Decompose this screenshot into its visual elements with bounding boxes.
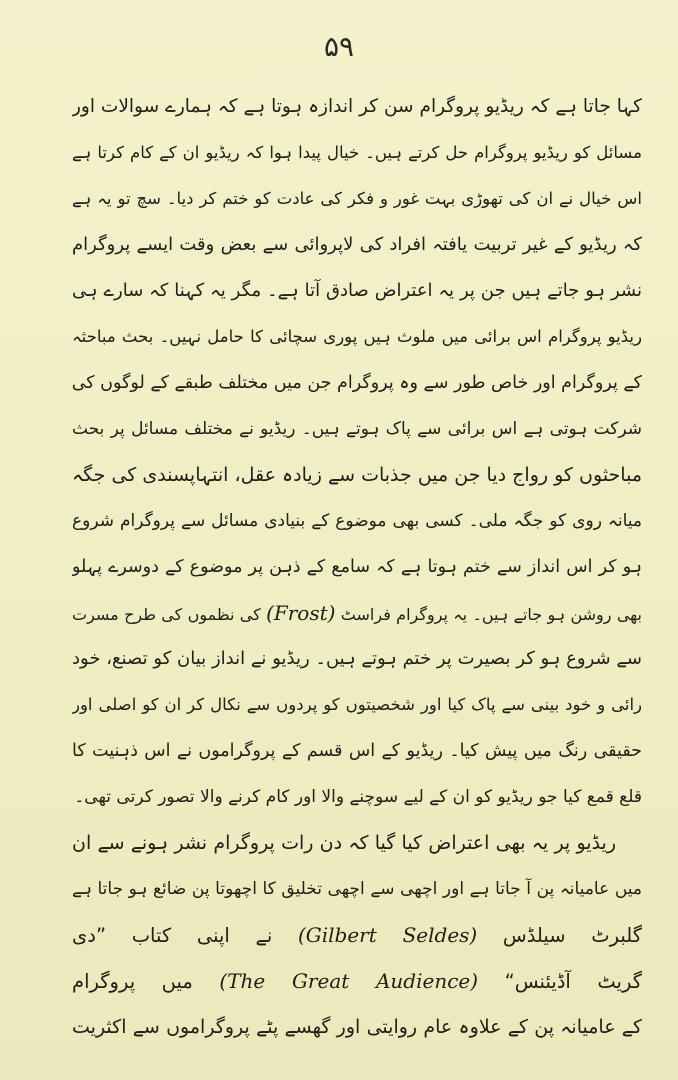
text-line: ہو کر اس انداز سے ختم ہوتا ہے کہ سامع کے ذہن پر موضوع کے دوسرے پہلو <box>72 557 642 577</box>
text-line: میں عامیانہ پن آ جاتا ہے اور اچھی سے اچھی تخلیق کا اچھوتا پن ضائع ہو جاتا ہے <box>72 879 642 899</box>
text-line: کہا جاتا ہے کہ ریڈیو پروگرام سن کر اندازہ ہوتا ہے کہ ہمارے سوالات اور <box>72 96 642 117</box>
text-line: اس خیال نے ان کی تھوڑی بہت غور و فکر کی عادت کو ختم کر دیا۔ سچ تو یہ ہے <box>72 189 642 208</box>
text-line: ریڈیو پر یہ بھی اعتراض کیا گیا کہ دن رات پروگرام نشر ہونے سے ان <box>72 832 616 854</box>
text-line: رائی و خود بینی سے پاک کیا اور شخصیتوں کو پردوں سے نکال کر ان کو اصلی اور <box>72 695 642 714</box>
text-line: کے پروگرام اور خاص طور سے وہ پروگرام جن میں مختلف طبقے کے لوگوں کی <box>72 373 642 393</box>
text-line: نشر ہو جاتے ہیں جن پر یہ اعتراض صادق آتا ہے۔ مگر یہ کہنا کہ سارے ہی <box>72 280 642 301</box>
text-line: مسائل کو ریڈیو پروگرام حل کرتے ہیں۔ خیال پیدا ہوا کہ ریڈیو ان کے کام کرتا ہے <box>72 143 642 162</box>
latin-name: (The Great Audience) <box>219 969 479 993</box>
text-line: مباحثوں کو رواج دیا جن میں جذبات سے زیادہ عقل، انتہاپسندی کی جگہ <box>72 464 642 486</box>
urdu-text: گلبرٹ سیلڈس <box>502 924 642 947</box>
text-line: شرکت ہوتی ہے اس برائی سے پاک ہوتے ہیں۔ ریڈیو نے مختلف مسائل پر بحث <box>72 419 642 439</box>
text-line: میانہ روی کو جگہ ملی۔ کسی بھی موضوع کے بنیادی مسائل سے پروگرام شروع <box>72 511 642 531</box>
latin-name: (Gilbert Seldes) <box>297 923 478 947</box>
text-line <box>72 912 642 958</box>
urdu-text: نے اپنی کتاب ”دی <box>72 924 273 947</box>
text-line: سے شروع ہو کر بصیرت پر ختم ہوتے ہیں۔ ریڈیو نے انداز بیان کو تصنع، خود <box>72 648 642 669</box>
text-line: حقیقی رنگ میں پیش کیا۔ ریڈیو کے اس قسم کے پروگراموں نے اس ذہنیت کا <box>72 741 642 761</box>
text-line <box>72 590 642 636</box>
text-line <box>72 958 642 1004</box>
body-text <box>72 84 642 1050</box>
latin-name: (Frost) <box>266 601 336 625</box>
urdu-text: کی نظموں کی طرح مسرت <box>72 605 261 624</box>
text-line: کہ ریڈیو کے غیر تربیت یافتہ افراد کی لاپروائی سے بعض وقت ایسے پروگرام <box>72 234 642 255</box>
text-line: قلع قمع کیا جو ریڈیو کو ان کے لیے سوچنے والا اور کام کرنے والا تصور کرتی تھی۔ <box>74 787 642 807</box>
page-number: ۵۹ <box>323 30 355 63</box>
urdu-text: میں پروگرام <box>72 970 193 993</box>
text-line: کے عامیانہ پن کے علاوہ عام روایتی اور گھسے پٹے پروگراموں سے اکثریت <box>72 1016 642 1038</box>
urdu-text: گریٹ آڈیئنس“ <box>504 970 642 993</box>
text-line: ریڈیو پروگرام اس برائی میں ملوث ہیں پوری سچائی کا حامل نہیں۔ بحث مباحثہ <box>72 327 642 346</box>
urdu-text: بھی روشن ہو جاتے ہیں۔ یہ پروگرام فراسٹ <box>340 605 642 624</box>
